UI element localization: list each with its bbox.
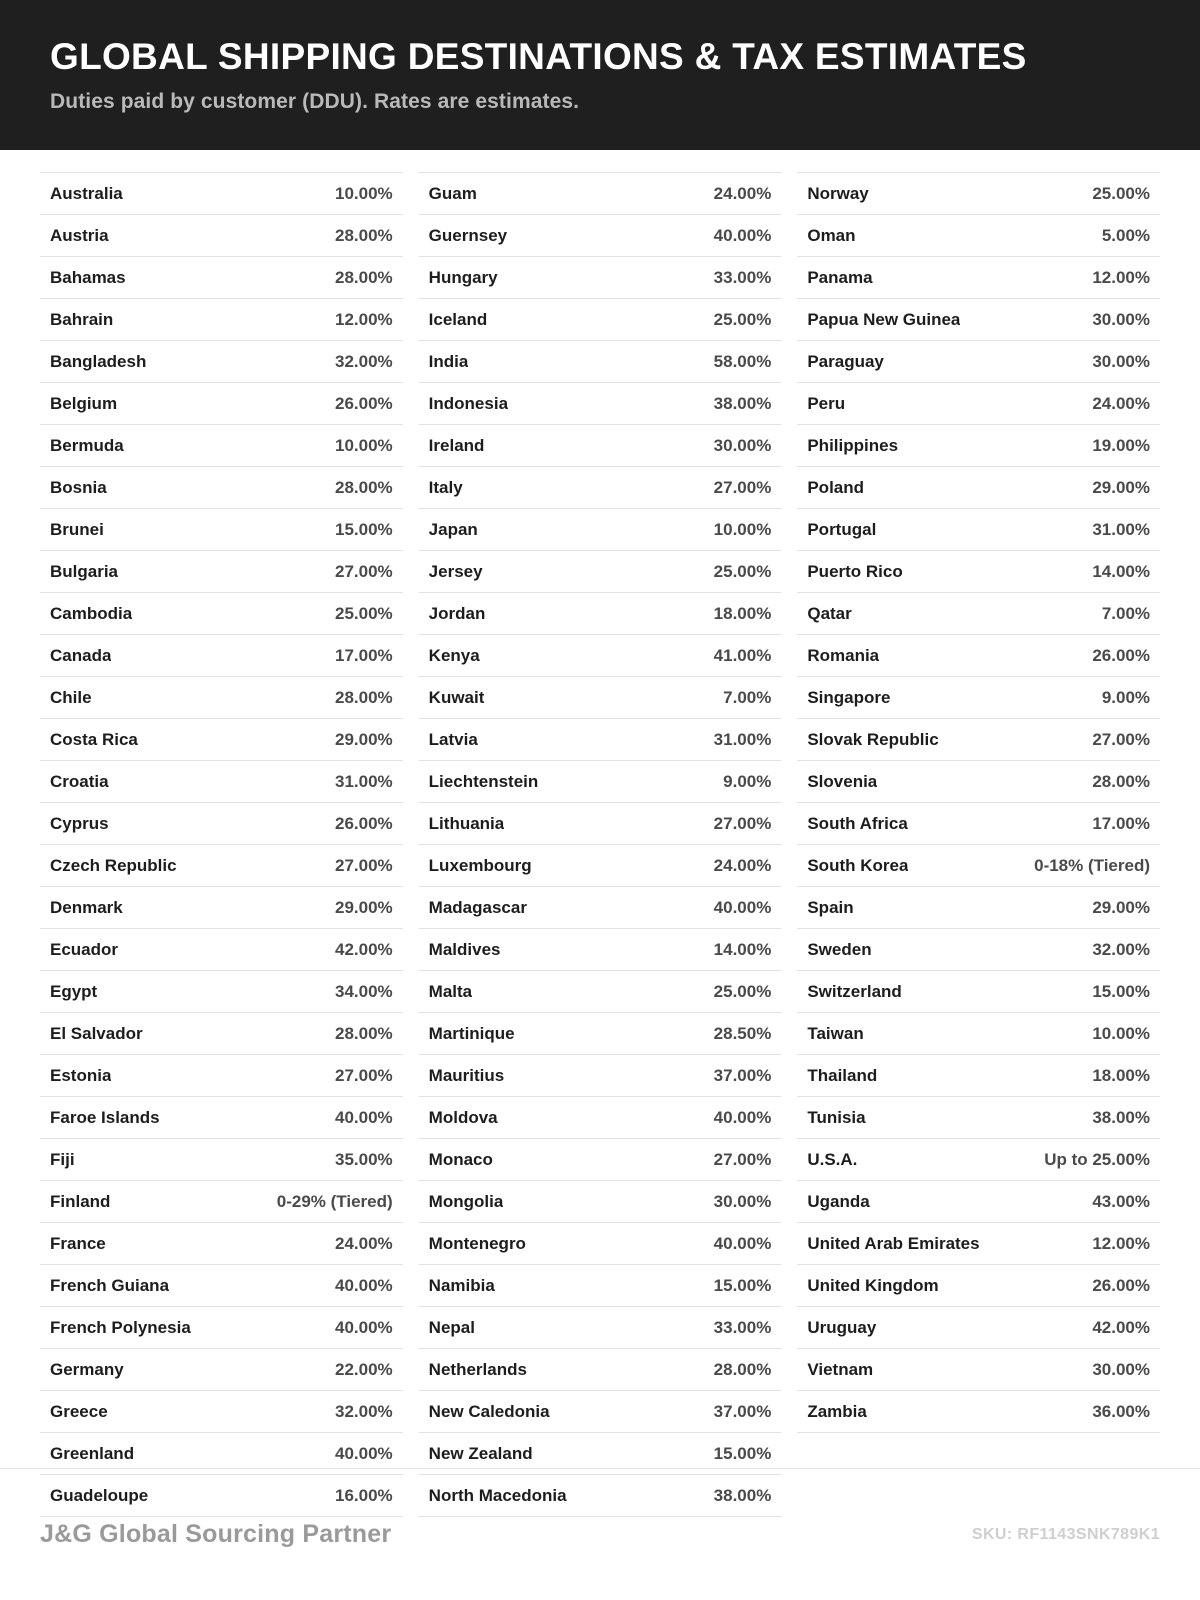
table-row — [419, 677, 782, 719]
table-row — [40, 1139, 403, 1181]
country-name: Bulgaria — [50, 562, 119, 581]
country-name: Kenya — [428, 646, 480, 665]
country-name: New Caledonia — [428, 1402, 550, 1421]
page-header — [0, 0, 1200, 150]
country-name: Guernsey — [428, 226, 508, 245]
tax-rate-value: 10.00% — [1092, 1024, 1151, 1043]
table-row — [40, 887, 403, 929]
country-name: Qatar — [807, 604, 852, 623]
table-row — [40, 929, 403, 971]
country-name: Brunei — [50, 520, 104, 539]
tax-rate-value: 14.00% — [713, 940, 772, 959]
country-name: French Guiana — [50, 1276, 170, 1295]
table-row — [797, 887, 1160, 929]
country-name: Egypt — [50, 982, 98, 1001]
country-name: French Polynesia — [50, 1318, 191, 1337]
table-row — [797, 1013, 1160, 1055]
tax-rate-value: 29.00% — [335, 730, 393, 749]
country-name: Cyprus — [50, 814, 109, 833]
table-row — [797, 467, 1160, 509]
tax-rate-value: Up to 25.00% — [1044, 1150, 1151, 1169]
table-row — [419, 1181, 782, 1223]
country-name: U.S.A. — [807, 1150, 858, 1169]
country-name: Panama — [807, 268, 873, 287]
country-name: Greece — [50, 1402, 108, 1421]
tax-rate-value: 27.00% — [713, 814, 772, 833]
tax-rate-value: 41.00% — [713, 646, 772, 665]
tax-rate-value: 32.00% — [335, 352, 393, 371]
tax-rate-value: 26.00% — [1092, 646, 1151, 665]
tax-rate-value: 40.00% — [335, 1108, 393, 1127]
country-name: Netherlands — [428, 1360, 527, 1379]
table-row — [797, 971, 1160, 1013]
tax-rate-value: 33.00% — [713, 1318, 772, 1337]
table-row — [797, 425, 1160, 467]
country-name: South Africa — [807, 814, 908, 833]
country-name: Madagascar — [428, 898, 527, 917]
country-name: Ecuador — [50, 940, 119, 959]
tax-rate-value: 9.00% — [723, 772, 772, 791]
table-row — [40, 1013, 403, 1055]
country-name: Guam — [428, 184, 477, 203]
tax-rate-value: 10.00% — [335, 436, 393, 455]
table-row — [40, 761, 403, 803]
country-name: Moldova — [428, 1108, 498, 1127]
tax-rate-value: 16.00% — [335, 1486, 393, 1505]
table-row — [797, 1223, 1160, 1265]
tax-rate-value: 28.50% — [713, 1024, 772, 1043]
table-row — [419, 1013, 782, 1055]
tax-rate-value: 0-29% (Tiered) — [276, 1192, 393, 1211]
tax-rate-value: 40.00% — [335, 1444, 393, 1463]
table-row — [419, 215, 782, 257]
country-name: Taiwan — [807, 1024, 864, 1043]
table-row — [40, 172, 403, 215]
country-name: Uganda — [807, 1192, 870, 1211]
country-name: Latvia — [428, 730, 478, 749]
tax-rate-value: 30.00% — [713, 436, 772, 455]
table-row — [797, 1097, 1160, 1139]
country-name: Martinique — [428, 1024, 515, 1043]
tax-rate-value: 33.00% — [713, 268, 772, 287]
tax-rate-value: 12.00% — [335, 310, 393, 329]
table-row — [797, 215, 1160, 257]
tax-rate-value: 37.00% — [713, 1066, 772, 1085]
tax-rate-value: 26.00% — [1092, 1276, 1151, 1295]
country-name: United Kingdom — [807, 1276, 939, 1295]
country-name: Sweden — [807, 940, 872, 959]
table-row — [40, 593, 403, 635]
tax-rate-value: 7.00% — [723, 688, 772, 707]
table-row — [40, 1055, 403, 1097]
country-name: Jersey — [428, 562, 483, 581]
country-name: Portugal — [807, 520, 877, 539]
tax-rate-value: 29.00% — [1092, 478, 1151, 497]
country-name: Mongolia — [428, 1192, 504, 1211]
tax-rate-value: 28.00% — [335, 226, 393, 245]
country-name: Bahrain — [50, 310, 114, 329]
table-row — [40, 299, 403, 341]
country-name: South Korea — [807, 856, 909, 875]
country-name: Bosnia — [50, 478, 107, 497]
country-name: Romania — [807, 646, 880, 665]
tax-rate-value: 40.00% — [335, 1318, 393, 1337]
tax-rate-value: 28.00% — [335, 688, 393, 707]
table-row — [40, 1223, 403, 1265]
table-row — [797, 299, 1160, 341]
tax-rate-value: 15.00% — [1092, 982, 1151, 1001]
country-name: Italy — [428, 478, 463, 497]
table-row — [419, 383, 782, 425]
country-name: India — [428, 352, 469, 371]
tax-rate-value: 31.00% — [713, 730, 772, 749]
country-name: Canada — [50, 646, 112, 665]
tax-rate-value: 26.00% — [335, 394, 393, 413]
table-row — [419, 971, 782, 1013]
rates-column-2 — [419, 172, 782, 1517]
tax-rate-value: 40.00% — [713, 1234, 772, 1253]
country-name: Croatia — [50, 772, 109, 791]
table-row — [797, 635, 1160, 677]
table-row — [419, 1223, 782, 1265]
tax-rate-value: 40.00% — [713, 226, 772, 245]
tax-rate-value: 42.00% — [1092, 1318, 1151, 1337]
country-name: Namibia — [428, 1276, 495, 1295]
table-row — [419, 1139, 782, 1181]
tax-rate-value: 25.00% — [713, 982, 772, 1001]
table-row — [419, 257, 782, 299]
tax-rate-value: 27.00% — [335, 1066, 393, 1085]
table-row — [797, 383, 1160, 425]
tax-rate-value: 25.00% — [713, 562, 772, 581]
tax-rate-value: 27.00% — [1092, 730, 1151, 749]
country-name: Iceland — [428, 310, 488, 329]
country-name: Denmark — [50, 898, 123, 917]
tax-rate-value: 22.00% — [335, 1360, 393, 1379]
tax-rate-value: 17.00% — [1092, 814, 1151, 833]
table-row — [797, 1349, 1160, 1391]
tax-rate-value: 30.00% — [1092, 1360, 1151, 1379]
country-name: Estonia — [50, 1066, 112, 1085]
tax-rate-value: 30.00% — [713, 1192, 772, 1211]
tax-rate-value: 38.00% — [713, 394, 772, 413]
table-row — [419, 761, 782, 803]
country-name: Ireland — [428, 436, 485, 455]
tax-rate-value: 29.00% — [335, 898, 393, 917]
country-name: Tunisia — [807, 1108, 866, 1127]
country-name: Oman — [807, 226, 856, 245]
country-name: Japan — [428, 520, 478, 539]
tax-rate-value: 28.00% — [713, 1360, 772, 1379]
country-name: United Arab Emirates — [807, 1234, 980, 1253]
tax-rate-value: 28.00% — [335, 478, 393, 497]
rates-columns — [0, 150, 1200, 1517]
table-row — [419, 1349, 782, 1391]
country-name: Cambodia — [50, 604, 133, 623]
tax-rate-value: 24.00% — [335, 1234, 393, 1253]
table-row — [797, 551, 1160, 593]
country-name: Costa Rica — [50, 730, 138, 749]
sku-label: SKU: RF1143SNK789K1 — [971, 1525, 1160, 1543]
table-row — [40, 803, 403, 845]
country-name: Austria — [50, 226, 109, 245]
table-row — [797, 341, 1160, 383]
tax-rate-value: 18.00% — [713, 604, 772, 623]
table-row — [419, 719, 782, 761]
tax-rate-value: 58.00% — [713, 352, 772, 371]
table-row — [40, 257, 403, 299]
country-name: Paraguay — [807, 352, 884, 371]
table-row — [797, 172, 1160, 215]
tax-rate-value: 24.00% — [1092, 394, 1151, 413]
table-row — [40, 341, 403, 383]
country-name: Hungary — [428, 268, 498, 287]
country-name: Jordan — [428, 604, 486, 623]
table-row — [40, 677, 403, 719]
tax-rate-value: 37.00% — [713, 1402, 772, 1421]
country-name: Switzerland — [807, 982, 902, 1001]
tax-rate-value: 5.00% — [1101, 226, 1151, 245]
tax-rate-value: 18.00% — [1092, 1066, 1151, 1085]
tax-rate-value: 28.00% — [1092, 772, 1151, 791]
tax-rate-value: 10.00% — [335, 184, 393, 203]
tax-rate-value: 32.00% — [335, 1402, 393, 1421]
tax-rate-value: 38.00% — [1092, 1108, 1151, 1127]
rates-column-1 — [40, 172, 403, 1517]
table-row — [419, 299, 782, 341]
country-name: Malta — [428, 982, 473, 1001]
tax-rate-value: 24.00% — [713, 184, 772, 203]
country-name: El Salvador — [50, 1024, 143, 1043]
country-name: Finland — [50, 1192, 111, 1211]
table-row — [419, 1097, 782, 1139]
country-name: Greenland — [50, 1444, 135, 1463]
tax-rate-value: 19.00% — [1092, 436, 1151, 455]
tax-rate-value: 12.00% — [1092, 1234, 1151, 1253]
country-name: Vietnam — [807, 1360, 874, 1379]
country-name: Singapore — [807, 688, 891, 707]
country-name: Uruguay — [807, 1318, 877, 1337]
table-row — [419, 551, 782, 593]
tax-rate-value: 12.00% — [1092, 268, 1151, 287]
country-name: Peru — [807, 394, 846, 413]
table-row — [419, 172, 782, 215]
table-row — [797, 1055, 1160, 1097]
country-name: Germany — [50, 1360, 124, 1379]
table-row — [797, 593, 1160, 635]
country-name: Norway — [807, 184, 869, 203]
table-row — [797, 1391, 1160, 1433]
table-row — [419, 635, 782, 677]
table-row — [419, 887, 782, 929]
table-row — [797, 1181, 1160, 1223]
table-row — [419, 1307, 782, 1349]
tax-rate-value: 35.00% — [335, 1150, 393, 1169]
table-row — [419, 1055, 782, 1097]
tax-rate-value: 40.00% — [713, 1108, 772, 1127]
country-name: Mauritius — [428, 1066, 505, 1085]
table-row — [797, 509, 1160, 551]
tax-rate-value: 15.00% — [713, 1444, 772, 1463]
country-name: Faroe Islands — [50, 1108, 160, 1127]
table-row — [40, 719, 403, 761]
tax-rate-value: 31.00% — [1092, 520, 1151, 539]
tax-rate-value: 14.00% — [1092, 562, 1151, 581]
country-name: Lithuania — [428, 814, 505, 833]
country-name: Puerto Rico — [807, 562, 903, 581]
tax-rate-value: 30.00% — [1092, 352, 1151, 371]
country-name: Maldives — [428, 940, 501, 959]
page-footer — [0, 1468, 1200, 1600]
table-row — [40, 635, 403, 677]
tax-rate-value: 38.00% — [713, 1486, 772, 1505]
country-name: Monaco — [428, 1150, 493, 1169]
page-title: GLOBAL SHIPPING DESTINATIONS & TAX ESTIMATES — [50, 36, 1027, 77]
tax-rate-value: 26.00% — [335, 814, 393, 833]
table-row — [40, 1265, 403, 1307]
country-name: Slovak Republic — [807, 730, 939, 749]
brand-label: J&G Global Sourcing Partner — [40, 1520, 392, 1548]
tax-rate-value: 10.00% — [713, 520, 772, 539]
tax-rate-value: 15.00% — [335, 520, 393, 539]
tax-rate-value: 24.00% — [713, 856, 772, 875]
tax-rate-value: 9.00% — [1101, 688, 1151, 707]
table-row — [40, 1307, 403, 1349]
country-name: Zambia — [807, 1402, 867, 1421]
tax-rate-value: 40.00% — [335, 1276, 393, 1295]
country-name: Bermuda — [50, 436, 124, 455]
table-row — [419, 425, 782, 467]
country-name: Chile — [50, 688, 92, 707]
tax-rate-value: 42.00% — [335, 940, 393, 959]
tax-rate-value: 27.00% — [713, 478, 772, 497]
table-row — [40, 1391, 403, 1433]
country-name: Philippines — [807, 436, 899, 455]
table-row — [40, 1097, 403, 1139]
country-name: New Zealand — [428, 1444, 533, 1463]
table-row — [797, 1265, 1160, 1307]
table-row — [40, 1349, 403, 1391]
country-name: Indonesia — [428, 394, 509, 413]
tax-rate-value: 29.00% — [1092, 898, 1151, 917]
table-row — [40, 551, 403, 593]
country-name: Spain — [807, 898, 854, 917]
country-name: Poland — [807, 478, 865, 497]
table-row — [419, 929, 782, 971]
tax-rate-value: 31.00% — [335, 772, 393, 791]
table-row — [40, 215, 403, 257]
table-row — [40, 1181, 403, 1223]
tax-rate-value: 25.00% — [335, 604, 393, 623]
country-name: Thailand — [807, 1066, 878, 1085]
table-row — [419, 1391, 782, 1433]
tax-rate-value: 27.00% — [335, 856, 393, 875]
country-name: Liechtenstein — [428, 772, 539, 791]
tax-rate-value: 28.00% — [335, 268, 393, 287]
table-row — [419, 1265, 782, 1307]
table-row — [419, 509, 782, 551]
rates-column-3 — [797, 172, 1160, 1517]
table-row — [797, 677, 1160, 719]
country-name: Guadeloupe — [50, 1486, 149, 1505]
country-name: Australia — [50, 184, 123, 203]
country-name: Montenegro — [428, 1234, 526, 1253]
table-row — [797, 845, 1160, 887]
table-row — [40, 509, 403, 551]
tax-rate-value: 15.00% — [713, 1276, 772, 1295]
page-subtitle: Duties paid by customer (DDU). Rates are estimates. — [50, 89, 580, 113]
table-row — [40, 383, 403, 425]
table-row — [40, 971, 403, 1013]
table-row — [40, 425, 403, 467]
table-row — [419, 803, 782, 845]
country-name: Slovenia — [807, 772, 878, 791]
table-row — [797, 929, 1160, 971]
table-row — [797, 761, 1160, 803]
tax-rate-value: 25.00% — [713, 310, 772, 329]
tax-rate-value: 17.00% — [335, 646, 393, 665]
tax-rate-value: 30.00% — [1092, 310, 1151, 329]
tax-rate-value: 27.00% — [335, 562, 393, 581]
country-name: Czech Republic — [50, 856, 177, 875]
table-row — [419, 845, 782, 887]
table-row — [419, 341, 782, 383]
tax-rate-value: 34.00% — [335, 982, 393, 1001]
table-row — [797, 803, 1160, 845]
country-name: Bahamas — [50, 268, 126, 287]
country-name: Papua New Guinea — [807, 310, 961, 329]
table-row — [797, 719, 1160, 761]
country-name: Kuwait — [428, 688, 485, 707]
country-name: Bangladesh — [50, 352, 147, 371]
tax-rate-value: 36.00% — [1092, 1402, 1151, 1421]
table-row — [419, 467, 782, 509]
country-name: Belgium — [50, 394, 118, 413]
country-name: France — [50, 1234, 106, 1253]
tax-rate-value: 32.00% — [1092, 940, 1151, 959]
table-row — [40, 467, 403, 509]
table-row — [419, 593, 782, 635]
tax-rate-value: 27.00% — [713, 1150, 772, 1169]
table-row — [797, 1139, 1160, 1181]
tax-rate-value: 43.00% — [1092, 1192, 1151, 1211]
tax-rate-value: 40.00% — [713, 898, 772, 917]
country-name: Luxembourg — [428, 856, 532, 875]
country-name: Nepal — [428, 1318, 475, 1337]
tax-rate-value: 7.00% — [1101, 604, 1151, 623]
country-name: Fiji — [50, 1150, 75, 1169]
table-row — [40, 845, 403, 887]
tax-rate-value: 0-18% (Tiered) — [1034, 856, 1151, 875]
tax-rate-value: 28.00% — [335, 1024, 393, 1043]
table-row — [797, 1307, 1160, 1349]
table-row — [797, 257, 1160, 299]
tax-rate-value: 25.00% — [1092, 184, 1151, 203]
country-name: North Macedonia — [428, 1486, 567, 1505]
